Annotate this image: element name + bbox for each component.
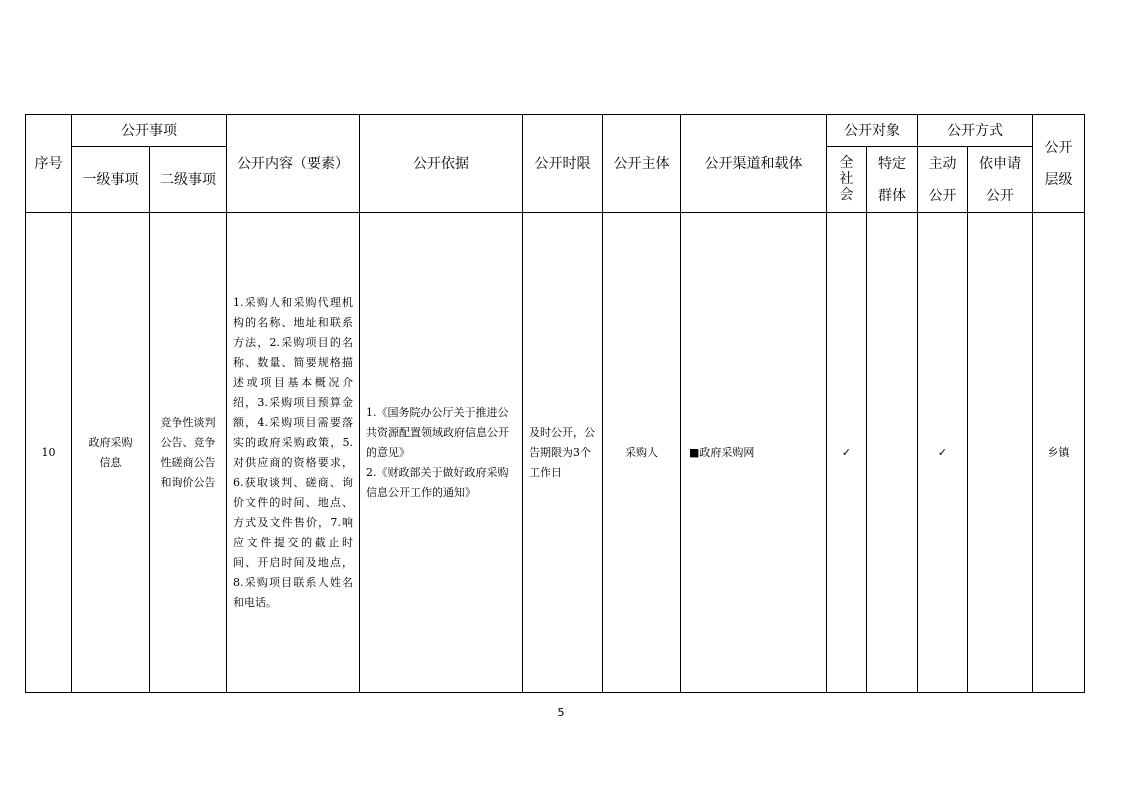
header-level: [1033, 115, 1085, 213]
cell-method-request: [968, 213, 1033, 693]
cell-level2-text: 竞争性谈判公告、竞争性磋商公告和询价公告: [160, 415, 216, 489]
header-method-active-line1: 主动: [928, 155, 957, 172]
header-target-specific-line1: 特定: [878, 155, 906, 172]
header-method-group: 公开方式: [918, 115, 1033, 147]
header-target-all-text: 全社会: [839, 155, 854, 203]
header-target-all: [827, 147, 867, 213]
header-seq: 序号: [26, 115, 72, 213]
header-method-active-line2: 公开: [928, 187, 957, 204]
header-level-line2: 层级: [1044, 171, 1073, 188]
header-target-specific-line2: 群体: [878, 187, 906, 204]
header-target-specific: [867, 147, 918, 213]
header-method-request: [968, 147, 1033, 213]
cell-level: 乡镇: [1033, 213, 1085, 693]
header-row-1: [26, 115, 1085, 147]
header-level1: 一级事项: [72, 147, 150, 213]
cell-time-limit: [523, 213, 603, 693]
cell-basis-1: 1.《国务院办公厅关于推进公共资源配置领域政府信息公开的意见》: [366, 405, 509, 459]
page-footer: [0, 706, 1122, 719]
table-row: [26, 213, 1085, 693]
cell-content-text: 1.采购人和采购代理机构的名称、地址和联系方法，2.采购项目的名称、数量、简要规格描述或项目基本概况介绍，3.采购项目预算金额，4.采购项目需要落实的政府采购政策，5.对供应商的资格要求，6.获取谈判、磋商、询价文件的时间、地点、方式及文件售价，7.响应文件提交的截止时间、开启时间及地点，8.采购项目联系人姓名和电话。: [233, 295, 353, 609]
cell-channel: ■政府采购网: [681, 213, 827, 693]
cell-time-limit-text: 及时公开，公告期限为3个工作日: [529, 425, 595, 479]
cell-method-active-check: ✓: [918, 213, 968, 693]
cell-seq: 10: [26, 213, 72, 693]
cell-basis-2: 2.《财政部关于做好政府采购信息公开工作的通知》: [366, 465, 509, 499]
header-method-active: [918, 147, 968, 213]
header-method-request-line1: 依申请: [979, 155, 1021, 172]
header-method-request-line2: 公开: [986, 187, 1014, 204]
cell-subject: 采购人: [603, 213, 681, 693]
cell-target-all-check: ✓: [827, 213, 867, 693]
cell-level1: [72, 213, 150, 693]
cell-content: [227, 213, 360, 693]
cell-level2: [150, 213, 227, 693]
header-content: 公开内容（要素）: [227, 115, 360, 213]
cell-basis: [360, 213, 523, 693]
cell-level1-text: 政府采购信息: [88, 435, 133, 469]
page-number: 5: [557, 706, 565, 719]
header-level2: 二级事项: [150, 147, 227, 213]
header-item-group: 公开事项: [72, 115, 227, 147]
header-target-group: 公开对象: [827, 115, 918, 147]
cell-target-specific: [867, 213, 918, 693]
header-time-limit: 公开时限: [523, 115, 603, 213]
header-channel: 公开渠道和载体: [681, 115, 827, 213]
header-level-line1: 公开: [1044, 139, 1073, 156]
disclosure-table: [25, 114, 1085, 693]
header-subject: 公开主体: [603, 115, 681, 213]
header-basis: 公开依据: [360, 115, 523, 213]
